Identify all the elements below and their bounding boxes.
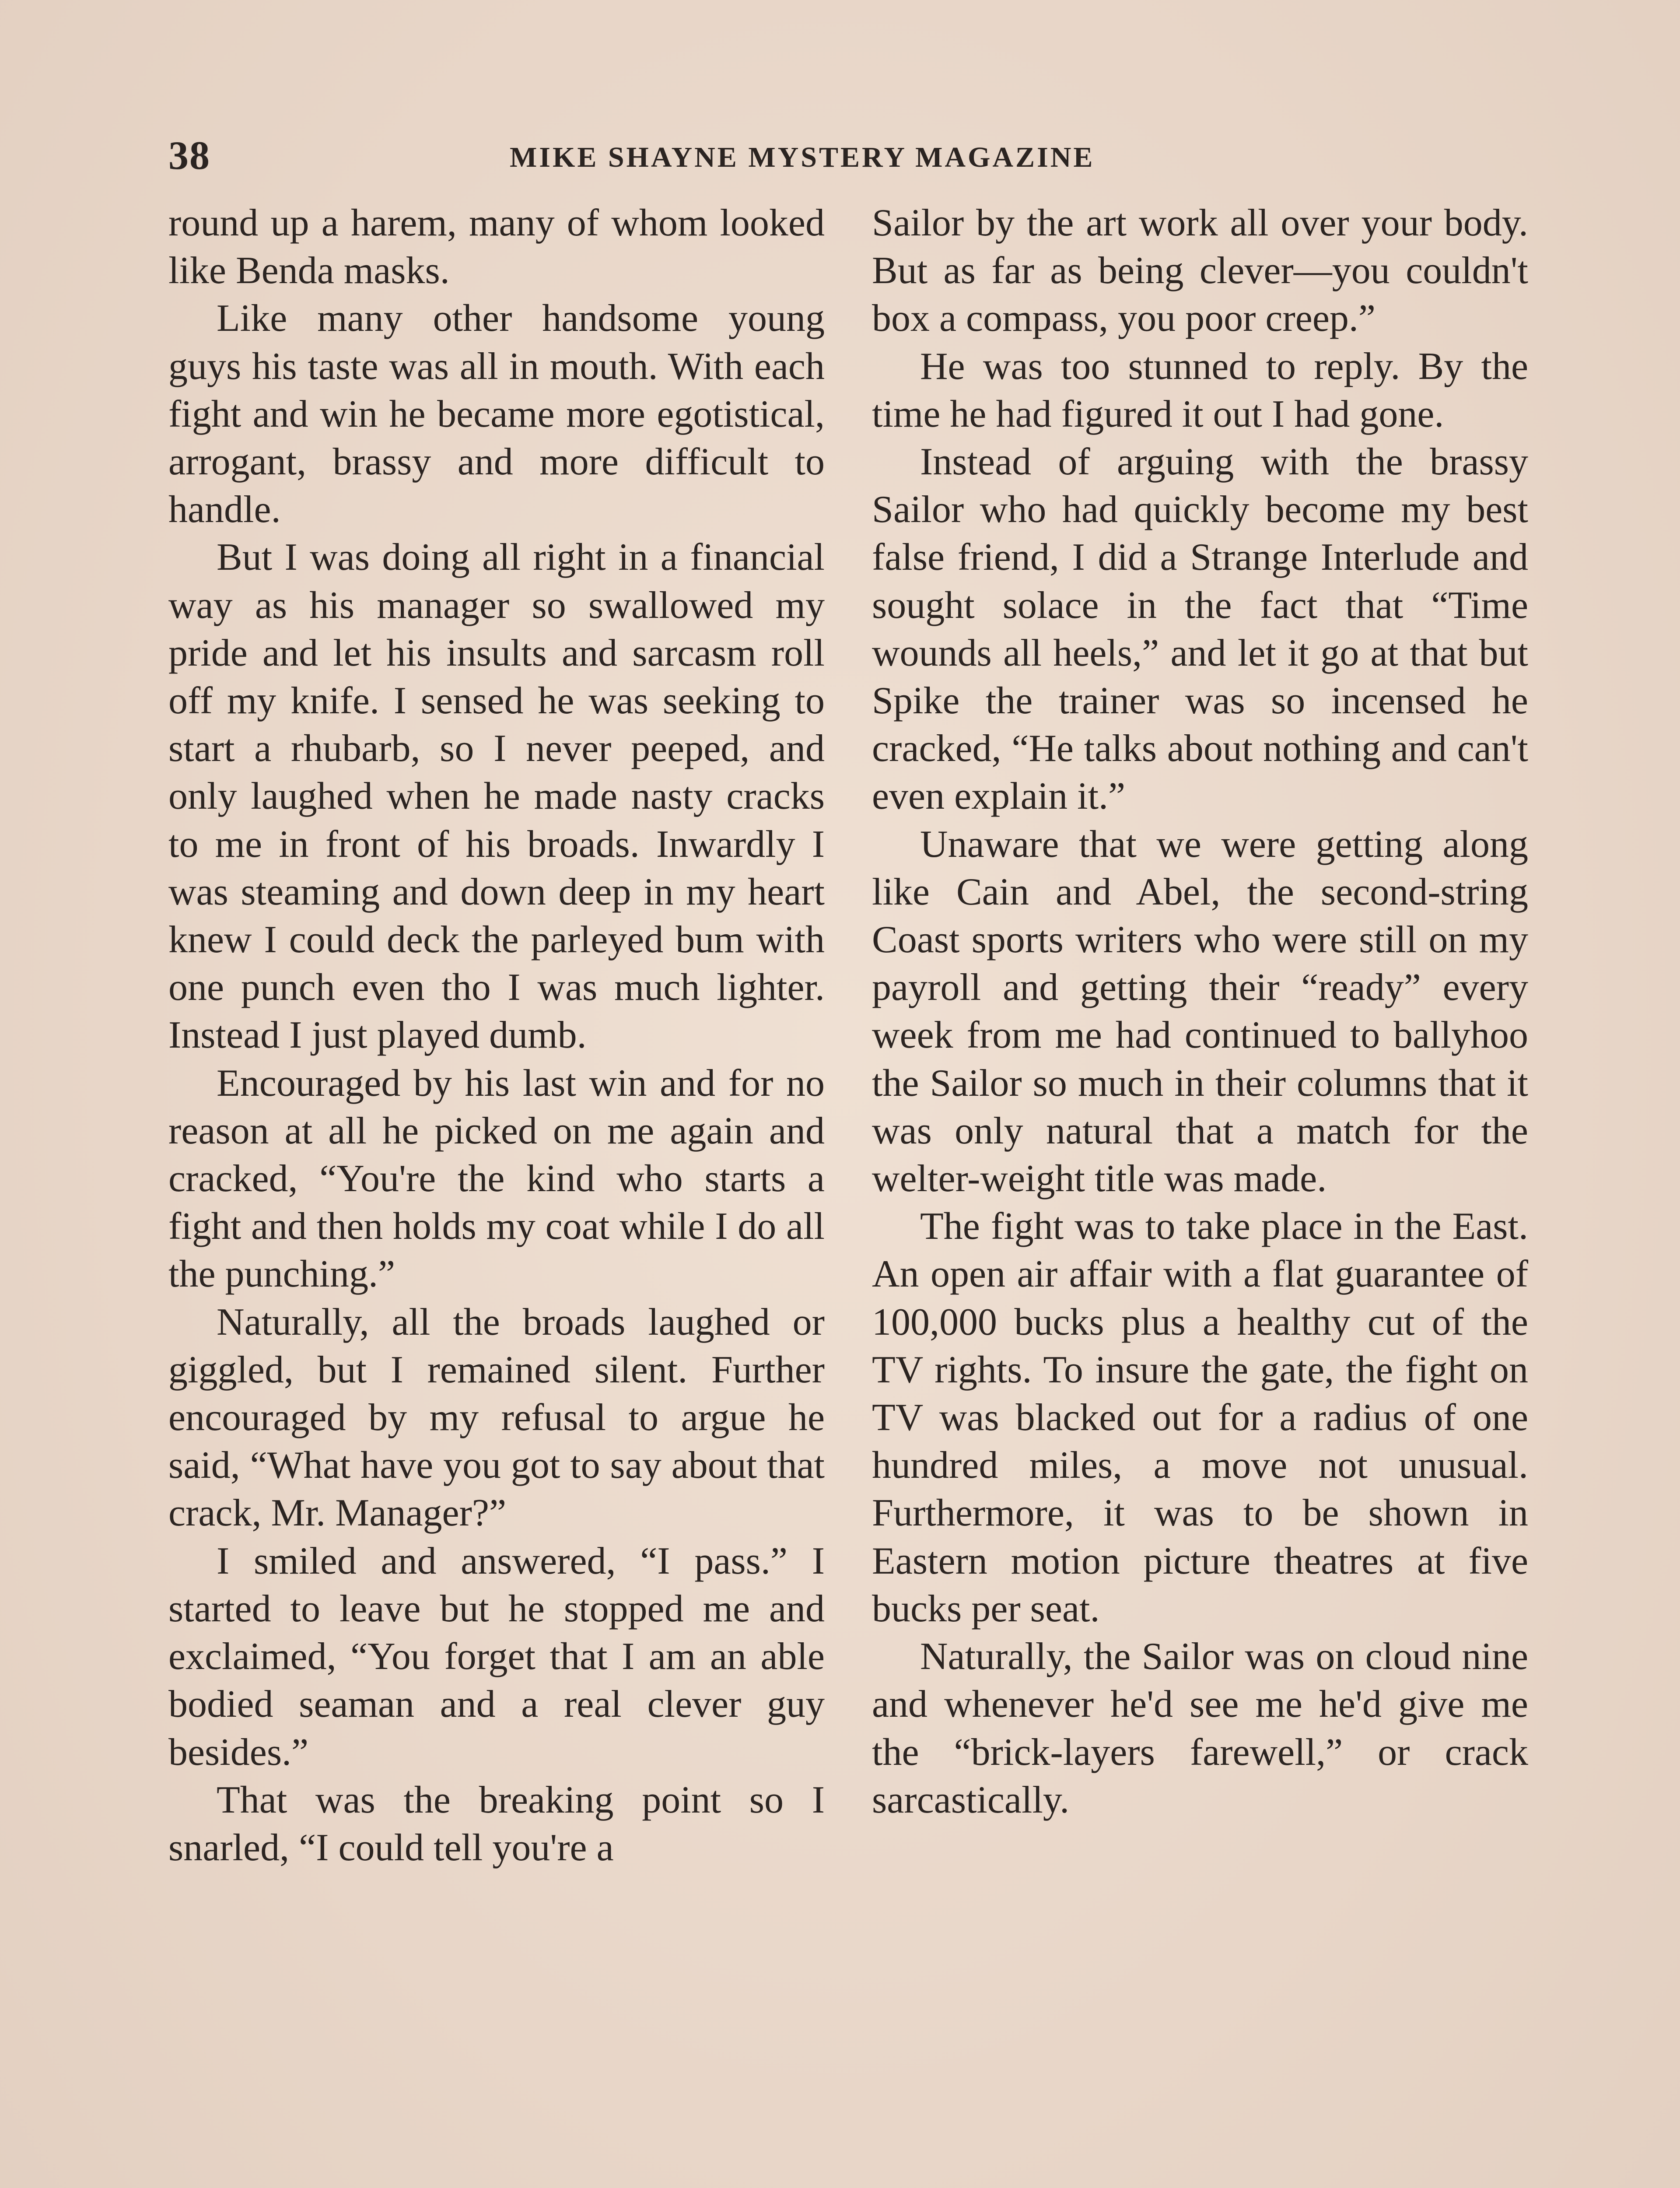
paragraph: I smiled and answered, “I pass.” I started to leave but he stopped me and exclaimed, “You forget that I am an able bodied seaman and a real clever guy besides.”: [168, 1539, 825, 1774]
paragraph: But I was doing all right in a financial way as his manager so swallowed my pride and let his insults and sarcasm roll off my knife. I sensed he was seeking to start a rhubarb, so I never peeped, and only laughed when he made nasty cracks to me in front of his broads. Inwardly I was steaming and down deep in my heart knew I could deck the parleyed bum with one punch even tho I was much lighter. Instead I just played dumb.: [168, 536, 825, 1057]
paragraph: Like many other handsome young guys his taste was all in mouth. With each fight and win he became more egotistical, arrogant, brassy and more difficult to handle.: [168, 297, 825, 531]
paragraph: Naturally, the Sailor was on cloud nine and whenever he'd see me he'd give me the “brick-layers farewell,” or crack sarcastically.: [872, 1635, 1528, 1821]
page-number: 38: [168, 133, 210, 178]
paragraph: Sailor by the art work all over your body. But as far as being clever—you couldn't box a compass, you poor creep.”: [872, 202, 1528, 340]
left-column: [168, 199, 825, 1872]
page-header: [168, 129, 1529, 186]
paragraph: round up a harem, many of whom looked like Benda masks.: [168, 202, 825, 292]
paragraph: Instead of arguing with the brassy Sailor who had quickly become my best false friend, I did a Strange Interlude and sought solace in the fact that “Time wounds all heels,” and let it go at that but Spike the trainer was so incensed he cracked, “He talks about nothing and can't even explain it.”: [872, 441, 1528, 818]
paragraph: Unaware that we were getting along like Cain and Abel, the second-string Coast sports writers who were still on my payroll and getting their “ready” every week from me had continued to ballyhoo the Sailor so much in their columns that it was only natural that a match for the welter-weight title was made.: [872, 823, 1528, 1200]
paragraph: Encouraged by his last win and for no reason at all he picked on me again and cracked, “You're the kind who starts a fight and then holds my coat while I do all the punching.”: [168, 1062, 825, 1296]
paragraph: He was too stunned to reply. By the time he had figured it out I had gone.: [872, 345, 1528, 435]
paragraph: Naturally, all the broads laughed or giggled, but I remained silent. Further encouraged by my refusal to argue he said, “What have you got to say about that crack, Mr. Manager?”: [168, 1301, 825, 1535]
right-column: [872, 199, 1528, 1824]
paragraph: The fight was to take place in the East. An open air affair with a flat guarantee of 100,000 bucks plus a healthy cut of the TV rights. To insure the gate, the fight on TV was blacked out for a radius of one hundred miles, a move not unusual. Furthermore, it was to be shown in Eastern motion picture theatres at five bucks per seat.: [872, 1205, 1528, 1630]
paragraph: That was the breaking point so I snarled, “I could tell you're a: [168, 1778, 825, 1869]
running-head: MIKE SHAYNE MYSTERY MAGAZINE: [510, 141, 1095, 173]
